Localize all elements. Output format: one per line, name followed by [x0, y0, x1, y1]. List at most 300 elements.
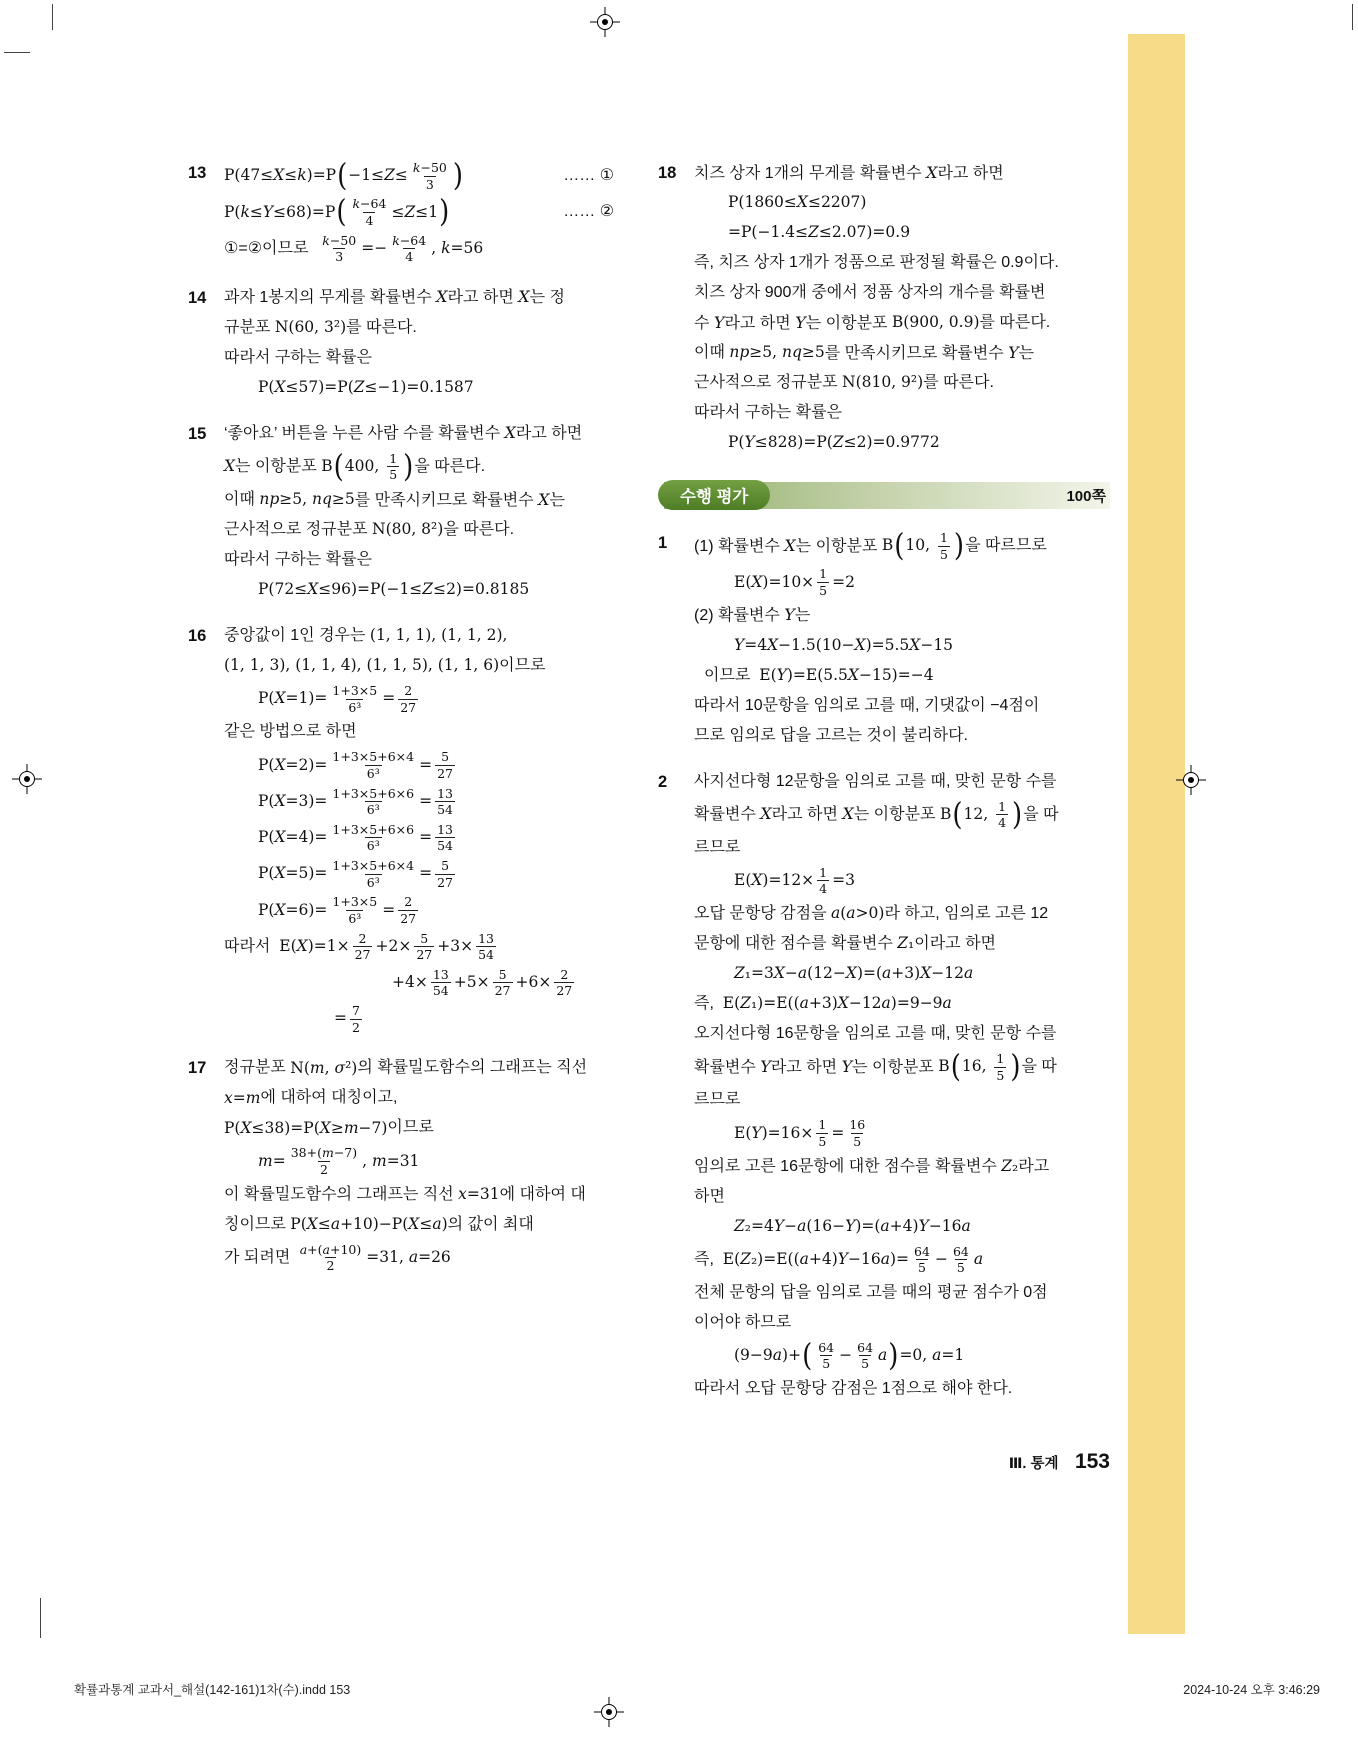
fraction: [435, 858, 455, 890]
math-run: , m=31: [362, 1151, 420, 1170]
fraction-denominator: 6³: [366, 838, 380, 854]
math-run: +4×: [392, 973, 428, 992]
fraction-numerator: 13: [432, 966, 449, 982]
math-run: +5×: [453, 973, 490, 992]
text-run: 치즈 상자 900개 중에서 정품 상자의 개수를 확률변: [694, 284, 1046, 301]
solution-line: [694, 1242, 1110, 1278]
math-run: −: [839, 1346, 853, 1365]
text-run: (1) 확률변수 X는 이항분포: [694, 535, 882, 555]
fraction: [330, 822, 416, 854]
assessment-header: [658, 480, 1110, 510]
fraction-numerator: 2: [560, 966, 569, 982]
text-run: 임의로 고른 16문항에 대한 점수를 확률변수: [694, 1157, 1002, 1175]
fraction-numerator: 1+3×5+6×4: [332, 858, 415, 873]
math-run: B: [881, 536, 894, 555]
math-run: B: [321, 457, 333, 476]
fraction: [330, 786, 416, 818]
solution-line: [694, 1374, 1110, 1404]
text-run: 수 Y라고 하면 Y는 이항분포: [694, 312, 892, 332]
big-paren: (: [952, 796, 963, 833]
math-run: P(72≤X≤96)=P(−1≤Z≤2)=0.8185: [258, 580, 530, 599]
text-run: 즉, 치즈 상자 1개가 정품으로 판정될 확률은 0.9이다.: [694, 254, 1059, 271]
math-run: =: [419, 791, 433, 810]
text-run: 를 만족시키므로 확률변수 X는: [354, 489, 565, 509]
math-run: P(1860≤X≤2207): [728, 193, 867, 212]
solution-line: [694, 338, 1110, 368]
equation-ref: …… ①: [563, 167, 614, 185]
fraction-denominator: 27: [556, 983, 573, 999]
fraction: [435, 749, 455, 781]
text-run: 이므로: [499, 657, 546, 674]
fraction-denominator: 5: [819, 582, 828, 598]
fraction: [330, 749, 416, 781]
math-run: +3×: [437, 936, 474, 955]
math-run: E(Z₂)=E((a+4)Y−16a)=: [722, 1249, 910, 1268]
math-run: Z₂: [1001, 1156, 1019, 1175]
fraction-denominator: 5: [853, 1133, 862, 1149]
problem-body: [224, 1053, 640, 1276]
math-run: +6×: [515, 973, 552, 992]
solution-line: [224, 892, 640, 928]
solution-line: [694, 631, 1110, 661]
solution-line: [694, 601, 1110, 631]
math-run: N(80, 8²): [372, 520, 444, 539]
solution-line: [224, 929, 640, 965]
text-run: (2) 확률변수 Y는: [694, 605, 811, 624]
text-run: 치즈 상자 1개의 무게를 확률변수 X라고 하면: [694, 162, 1004, 182]
math-run: B(900, 0.9): [891, 313, 980, 332]
math-run: E(X)=1×: [279, 936, 350, 955]
text-run: 오지선다형 16문항을 임의로 고를 때, 맞힌 문항 수를: [694, 1025, 1057, 1042]
right-column: [658, 158, 1110, 1420]
solution-line: [224, 485, 640, 515]
problem-2: [658, 767, 1110, 1405]
math-run: (1, 1, 3), (1, 1, 4), (1, 1, 5), (1, 1, 6): [224, 656, 500, 675]
crop-mark: [4, 52, 30, 53]
solution-line: [224, 231, 640, 267]
fraction: [912, 1244, 932, 1276]
text-run: 을 따르므로: [965, 537, 1047, 555]
problem-18: [658, 158, 1110, 458]
solution-line: [224, 515, 640, 545]
fraction-denominator: 27: [437, 874, 453, 890]
fraction-numerator: 64: [914, 1243, 930, 1259]
fraction-numerator: 1: [389, 450, 398, 466]
fraction-denominator: 27: [494, 983, 511, 999]
fraction: [435, 786, 455, 818]
fraction-denominator: 54: [437, 838, 453, 854]
math-run: E(X)=12×: [734, 871, 815, 890]
math-run: np≥5, nq≥5: [259, 490, 355, 509]
text-run: 를 따른다.: [346, 318, 417, 336]
text-run: 하면: [694, 1187, 725, 1205]
text-run: 에 대하여 대: [499, 1185, 586, 1203]
text-run: 따라서 10문항을 임의로 고를 때, 기댓값이 −4점이: [694, 696, 1040, 714]
solution-line: [224, 1143, 640, 1179]
math-run: =: [419, 864, 433, 883]
text-run: 에 대하여 대칭이고,: [260, 1089, 398, 1107]
fraction: [817, 566, 829, 598]
math-run: P(47≤X≤k)=P: [224, 166, 337, 185]
solution-line: [694, 248, 1110, 278]
fraction: [350, 196, 388, 228]
text-run: 의 확률밀도함수의 그래프는 직선: [357, 1059, 588, 1077]
solution-line: [694, 1338, 1110, 1374]
chapter-label: Ⅲ. 통계: [1008, 1456, 1059, 1472]
problem-17: [188, 1053, 640, 1276]
text-run: 따라서 구하는 확률은: [224, 551, 372, 568]
fraction-denominator: 3: [335, 249, 344, 265]
problem-number: 2: [658, 772, 668, 791]
text-run: 을 따: [1021, 1058, 1057, 1076]
math-run: 10,: [905, 536, 935, 555]
math-run: a: [973, 1249, 984, 1268]
solution-line: [224, 158, 640, 194]
solution-line: [694, 1182, 1110, 1212]
solution-line: [694, 899, 1110, 929]
math-run: =: [382, 689, 396, 708]
solution-line: [224, 965, 640, 1001]
fraction-denominator: 6³: [348, 910, 362, 926]
math-run: =: [419, 755, 433, 774]
math-run: =: [419, 828, 433, 847]
math-run: Y=4X−1.5(10−X)=5.5X−15: [734, 635, 954, 654]
math-run: =: [831, 1123, 845, 1142]
big-paren: ): [953, 528, 965, 564]
text-run: 문항에 대한 점수를 확률변수: [694, 935, 898, 952]
big-paren: ): [439, 194, 450, 231]
text-run: 사지선다형 12문항을 임의로 고를 때, 맞힌 문항 수를: [694, 772, 1057, 790]
big-paren: (: [336, 194, 347, 231]
text-run: 는 이항분포: [235, 457, 322, 475]
fraction: [855, 1340, 875, 1372]
math-run: P(X≤38)=P(X≥m−7): [224, 1118, 388, 1137]
big-paren: (: [802, 1338, 813, 1374]
math-run: B: [939, 804, 952, 823]
text-run: 르므로: [694, 838, 741, 856]
text-run: 을 따: [1023, 805, 1059, 823]
page-edge-stripe: [1128, 34, 1185, 1634]
fraction: [847, 1117, 867, 1149]
fraction-numerator: k−64: [392, 232, 427, 248]
solution-line: [224, 419, 640, 449]
problem-13: [188, 158, 640, 267]
text-run: 가 되려면: [224, 1248, 295, 1266]
big-paren: (: [894, 528, 905, 564]
problem-body: [224, 621, 640, 1037]
fraction-numerator: 16: [849, 1117, 866, 1133]
text-run: 따라서 구하는 확률은: [694, 404, 842, 421]
fraction-denominator: 5: [822, 1356, 831, 1372]
math-run: 16,: [961, 1057, 992, 1076]
solution-line: [224, 194, 640, 230]
text-run: 같은 방법으로 하면: [224, 723, 357, 741]
fraction-numerator: k−64: [352, 196, 387, 212]
solution-line: [224, 373, 640, 403]
fraction-denominator: 54: [432, 983, 449, 999]
fraction: [350, 1003, 362, 1035]
fraction-denominator: 27: [416, 947, 433, 963]
fraction-numerator: 64: [818, 1339, 835, 1355]
solution-line: [224, 283, 640, 313]
big-paren: ): [1012, 796, 1023, 833]
fraction-numerator: 1: [819, 566, 828, 582]
fraction: [330, 894, 379, 926]
fraction-numerator: 38+(m−7): [290, 1145, 358, 1161]
fraction: [289, 1145, 359, 1177]
fraction-denominator: 2: [326, 1258, 335, 1274]
math-run: a(a>0): [830, 904, 885, 923]
fraction: [387, 451, 399, 483]
registration-mark-top: [590, 7, 620, 37]
math-run: P(X=4)=: [258, 828, 328, 847]
fraction-denominator: 6³: [366, 765, 380, 781]
print-info-left: 확률과통계 교과서_해설(142-161)1차(수).indd 153: [74, 1683, 351, 1697]
fraction-numerator: 1+3×5: [332, 894, 378, 910]
solution-line: [694, 368, 1110, 398]
text-run: 즉,: [694, 995, 723, 1012]
solution-line: [694, 797, 1110, 833]
problem-body: [694, 767, 1110, 1405]
fraction-denominator: 27: [400, 699, 417, 715]
fraction-numerator: 2: [404, 683, 413, 698]
math-run: B: [938, 1057, 950, 1076]
text-run: 이때: [694, 344, 730, 361]
fraction: [330, 858, 416, 890]
math-run: P(Y≤828)=P(Z≤2)=0.9772: [728, 433, 940, 452]
fraction-numerator: 5: [441, 749, 450, 765]
solution-line: [694, 833, 1110, 863]
math-run: N(m, σ²): [290, 1058, 358, 1077]
problem-1: [658, 528, 1110, 751]
math-run: P(X≤57)=P(Z≤−1)=0.1587: [258, 378, 474, 397]
problem-15: [188, 419, 640, 605]
problem-16: [188, 621, 640, 1037]
fraction-numerator: 5: [420, 930, 429, 946]
problem-number: 16: [188, 627, 207, 645]
fraction-numerator: 13: [437, 821, 453, 837]
math-run: x=31: [458, 1184, 500, 1203]
math-run: P(X=5)=: [258, 864, 328, 883]
crop-mark: [52, 4, 53, 30]
fraction-denominator: 5: [861, 1356, 870, 1372]
solution-line: [694, 1085, 1110, 1115]
fraction-numerator: 13: [478, 930, 494, 946]
math-run: −: [934, 1249, 948, 1268]
solution-line: [224, 1053, 640, 1083]
fraction-denominator: 6³: [366, 874, 380, 890]
math-run: P(X=1)=: [258, 689, 328, 708]
text-run: 규분포: [224, 318, 275, 336]
fraction: [390, 233, 428, 265]
math-run: =P(−1.4≤Z≤2.07)=0.9: [728, 223, 911, 242]
text-run: 근사적으로 정규분포: [224, 521, 372, 538]
problem-body: [224, 419, 640, 605]
fraction: [353, 931, 373, 963]
problem-number: 13: [188, 164, 207, 182]
solution-line: [694, 398, 1110, 428]
fraction: [398, 894, 418, 926]
solution-line: [694, 1308, 1110, 1338]
math-run: =2: [832, 572, 855, 591]
math-run: =3: [832, 871, 855, 890]
math-run: N(810, 9²): [842, 373, 924, 392]
math-run: ≤Z≤1: [391, 202, 439, 221]
solution-line: [224, 747, 640, 783]
solution-line: [224, 545, 640, 575]
right-column-top: [658, 158, 1110, 458]
text-run: 를 만족시키므로 확률변수 Y는: [824, 342, 1035, 362]
fraction-denominator: 5: [956, 1260, 965, 1276]
fraction: [554, 967, 574, 999]
big-paren: (: [333, 449, 344, 485]
math-run: m=: [258, 1151, 286, 1170]
text-run: 이 확률밀도함수의 그래프는 직선: [224, 1185, 459, 1203]
fraction: [431, 967, 451, 999]
text-run: ‘좋아요’ 버튼을 누른 사람 수를 확률변수 X라고 하면: [224, 423, 583, 443]
math-run: =: [382, 900, 396, 919]
solution-line: [224, 1113, 640, 1143]
fraction-numerator: 64: [857, 1339, 874, 1355]
fraction: [298, 1242, 364, 1274]
fraction-denominator: 27: [400, 910, 417, 926]
big-paren: ): [403, 449, 414, 485]
problem-14: [188, 283, 640, 403]
problem-number: 15: [188, 424, 207, 443]
fraction: [996, 799, 1008, 831]
fraction-numerator: 1: [996, 1051, 1005, 1066]
registration-mark-left: [12, 764, 42, 794]
fraction-denominator: 27: [354, 947, 371, 963]
fraction: [994, 1051, 1006, 1083]
fraction: [330, 683, 379, 715]
text-run: 이므로: [387, 1119, 434, 1137]
math-run: P(X≤a+10)−P(X≤a): [290, 1214, 448, 1233]
math-run: N(60, 3²): [274, 318, 347, 337]
text-run: 의 값이 최대: [447, 1215, 534, 1233]
solution-line: [224, 313, 640, 343]
text-run: 이때: [224, 491, 260, 508]
solution-line: [224, 621, 640, 651]
problem-body: [694, 528, 1110, 751]
math-run: Z₁=3X−a(12−X)=(a+3)X−12a: [734, 964, 974, 983]
solution-line: [694, 528, 1110, 564]
math-run: P(X=6)=: [258, 900, 328, 919]
text-run: 전체 문항의 답을 임의로 고를 때의 평균 점수가 0점: [694, 1283, 1048, 1301]
fraction-denominator: 27: [437, 765, 453, 781]
solution-line: [694, 1049, 1110, 1085]
fraction-denominator: 4: [405, 249, 414, 265]
fraction-denominator: 2: [352, 1019, 360, 1035]
fraction-numerator: 1: [819, 864, 828, 880]
print-info-right: 2024-10-24 오후 3:46:29: [1183, 1683, 1320, 1697]
fraction-denominator: 5: [996, 1067, 1005, 1083]
fraction: [476, 931, 496, 963]
math-run: a: [878, 1346, 888, 1365]
solution-line: [694, 278, 1110, 308]
text-run: 따라서 오답 문항당 감점은 1점으로 해야 한다.: [694, 1380, 1013, 1397]
fraction-numerator: 13: [437, 785, 453, 801]
math-run: =0, a=1: [899, 1346, 965, 1365]
text-run: 을 따른다.: [443, 521, 515, 538]
solution-line: [694, 959, 1110, 989]
fraction-denominator: 4: [819, 881, 828, 897]
fraction-numerator: 5: [498, 966, 507, 982]
solution-line: [694, 691, 1110, 721]
text-run: 라고: [1018, 1157, 1050, 1175]
big-paren: ): [452, 158, 464, 194]
fraction-denominator: 6³: [366, 802, 380, 818]
problem-body: [224, 283, 640, 403]
fraction-numerator: a+(a+10): [299, 1241, 362, 1257]
math-run: E(X)=10×: [734, 572, 815, 591]
fraction-numerator: k−50: [322, 232, 357, 248]
text-run: 오답 문항당 감점을: [694, 905, 831, 922]
math-run: 12,: [963, 804, 994, 823]
solution-line: [694, 1278, 1110, 1308]
text-run: 따라서: [224, 937, 280, 955]
solution-line: [694, 428, 1110, 458]
solution-line: [694, 863, 1110, 899]
solution-line: [224, 575, 640, 605]
left-column: [188, 158, 640, 1292]
fraction-denominator: 54: [478, 947, 494, 963]
fraction-numerator: 1+3×5: [332, 683, 378, 698]
fraction-denominator: 4: [365, 212, 374, 228]
solution-line: [694, 1152, 1110, 1182]
math-run: Z₁: [897, 934, 915, 953]
solution-line: [694, 308, 1110, 338]
text-run: 즉,: [694, 1250, 723, 1268]
fraction-denominator: 3: [425, 176, 434, 192]
text-run: 중앙값이 1인 경우는: [224, 627, 370, 644]
text-run: 확률변수 Y라고 하면 Y는 이항분포: [694, 1056, 939, 1076]
solution-line: [694, 1115, 1110, 1151]
registration-mark-bottom: [594, 1697, 624, 1727]
fraction-denominator: 6³: [348, 699, 362, 715]
math-run: P(X=3)=: [258, 791, 328, 810]
fraction-numerator: 2: [358, 930, 367, 946]
math-run: Z₂=4Y−a(16−Y)=(a+4)Y−16a: [734, 1216, 971, 1235]
math-run: E(Y)=E(5.5X−15)=−4: [759, 665, 934, 684]
text-run: 이므로: [704, 666, 760, 684]
solution-line: [224, 820, 640, 856]
text-run: 라 하고, 임의로 고른 12: [884, 905, 1049, 922]
fraction: [938, 530, 950, 562]
fraction-denominator: 5: [818, 1133, 827, 1149]
solution-line: [224, 449, 640, 485]
solution-line: [224, 784, 640, 820]
solution-line: [694, 721, 1110, 751]
text-run: 므로 임의로 답을 고르는 것이 불리하다.: [694, 726, 968, 744]
text-run: 근사적으로 정규분포: [694, 374, 842, 391]
text-run: ①=②이므로: [224, 239, 318, 257]
fraction: [816, 1340, 836, 1372]
fraction: [411, 160, 449, 192]
problem-body: [694, 158, 1110, 458]
text-run: 과자 1봉지의 무게를 확률변수 X라고 하면 X는 정: [224, 287, 566, 307]
math-run: (9−9a)+: [734, 1346, 802, 1365]
fraction: [493, 967, 513, 999]
math-run: E(Z₁)=E((a+3)X−12a)=9−9a: [722, 994, 952, 1013]
fraction-numerator: 7: [352, 1003, 360, 1018]
equation-ref: …… ②: [563, 203, 614, 221]
solution-line: [224, 1083, 640, 1113]
fraction-denominator: 2: [319, 1161, 328, 1177]
problem-number: 14: [188, 288, 207, 307]
solution-line: [694, 989, 1110, 1019]
fraction-numerator: 1: [939, 530, 948, 545]
